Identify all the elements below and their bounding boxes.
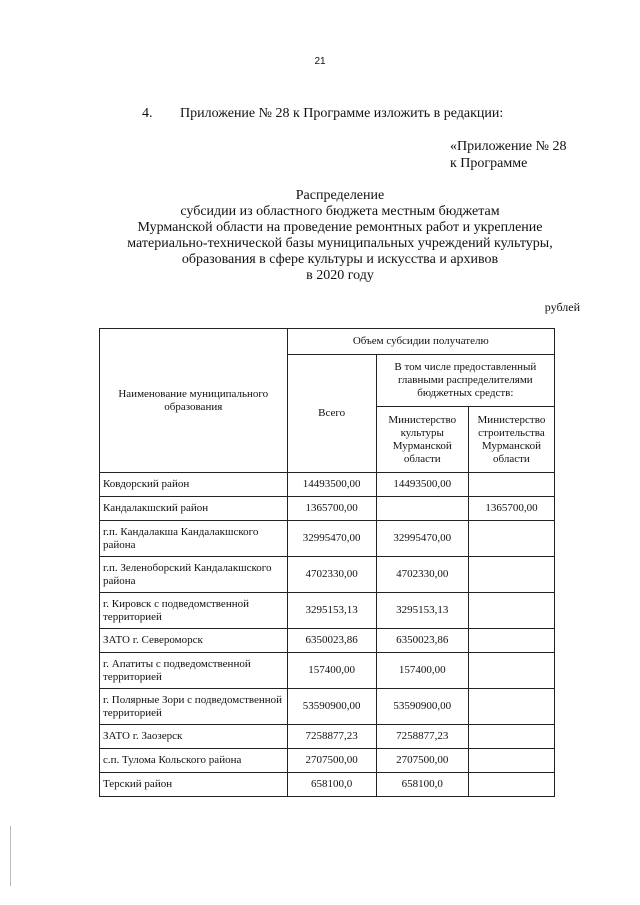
row-total: 32995470,00 — [287, 521, 376, 557]
header-total: Всего — [287, 355, 376, 473]
row-name: Ковдорский район — [100, 473, 288, 497]
row-construction — [468, 749, 554, 773]
row-construction — [468, 593, 554, 629]
row-name: г.п. Кандалакша Кандалакшского района — [100, 521, 288, 557]
title-line5: образования в сфере культуры и искусства и архивов — [181, 252, 499, 267]
table-row — [100, 629, 555, 653]
document-title — [80, 188, 600, 284]
row-construction — [468, 725, 554, 749]
row-name: Терский район — [100, 773, 288, 797]
header-ministry-culture: Министерство культуры Мурманской области — [376, 407, 468, 473]
table-row — [100, 473, 555, 497]
row-culture: 7258877,23 — [376, 725, 468, 749]
row-construction — [468, 557, 554, 593]
row-name: г. Апатиты с подведомственной территорией — [100, 653, 288, 689]
header-volume: Объем субсидии получателю — [287, 329, 554, 355]
row-total: 14493500,00 — [287, 473, 376, 497]
table-row — [100, 689, 555, 725]
row-culture: 32995470,00 — [376, 521, 468, 557]
row-name: Кандалакшский район — [100, 497, 288, 521]
row-total: 53590900,00 — [287, 689, 376, 725]
table-row — [100, 557, 555, 593]
row-construction — [468, 689, 554, 725]
title-line1: Распределение — [295, 188, 385, 203]
title-line4: материально-технической базы муниципальных учреждений культуры, — [127, 236, 553, 251]
paragraph-number: 4. — [142, 106, 153, 121]
table-row — [100, 593, 555, 629]
row-culture: 3295153,13 — [376, 593, 468, 629]
paragraph-text: Приложение № 28 к Программе изложить в редакции: — [180, 106, 504, 121]
units-label: рублей — [544, 300, 580, 314]
title-line6: в 2020 году — [306, 268, 374, 283]
row-construction — [468, 521, 554, 557]
header-including: В том числе предоставленный главными распределителями бюджетных средств: — [376, 355, 554, 407]
table-row — [100, 749, 555, 773]
row-name: г. Кировск с подведомственной территорией — [100, 593, 288, 629]
table-row — [100, 773, 555, 797]
appendix-ref-line2: к Программе — [450, 156, 528, 171]
row-culture: 4702330,00 — [376, 557, 468, 593]
row-culture: 157400,00 — [376, 653, 468, 689]
row-culture: 14493500,00 — [376, 473, 468, 497]
title-line3: Мурманской области на проведение ремонтных работ и укрепление — [137, 220, 543, 235]
row-culture: 658100,0 — [376, 773, 468, 797]
row-total: 7258877,23 — [287, 725, 376, 749]
row-construction — [468, 629, 554, 653]
header-ministry-construction: Министерство строительства Мурманской области — [468, 407, 554, 473]
row-name: ЗАТО г. Заозерск — [100, 725, 288, 749]
row-construction — [468, 653, 554, 689]
row-culture: 6350023,86 — [376, 629, 468, 653]
appendix-ref-line1: «Приложение № 28 — [450, 139, 567, 154]
row-culture: 2707500,00 — [376, 749, 468, 773]
row-name: с.п. Тулома Кольского района — [100, 749, 288, 773]
appendix-reference — [450, 138, 567, 172]
title-line2: субсидии из областного бюджета местным бюджетам — [180, 204, 500, 219]
row-total: 658100,0 — [287, 773, 376, 797]
table-row — [100, 521, 555, 557]
row-construction — [468, 773, 554, 797]
header-name: Наименование муниципального образования — [100, 329, 288, 473]
row-culture — [376, 497, 468, 521]
row-name: г.п. Зеленоборский Кандалакшского района — [100, 557, 288, 593]
table-row — [100, 653, 555, 689]
row-name: г. Полярные Зори с подведомственной территорией — [100, 689, 288, 725]
row-total: 2707500,00 — [287, 749, 376, 773]
table-row — [100, 497, 555, 521]
row-construction: 1365700,00 — [468, 497, 554, 521]
page-number: 21 — [314, 56, 326, 67]
paragraph — [142, 106, 503, 122]
subsidy-table — [99, 328, 555, 797]
scan-edge-mark — [10, 826, 11, 886]
row-name: ЗАТО г. Североморск — [100, 629, 288, 653]
row-culture: 53590900,00 — [376, 689, 468, 725]
row-total: 4702330,00 — [287, 557, 376, 593]
row-total: 3295153,13 — [287, 593, 376, 629]
row-total: 1365700,00 — [287, 497, 376, 521]
table-row — [100, 725, 555, 749]
row-construction — [468, 473, 554, 497]
row-total: 6350023,86 — [287, 629, 376, 653]
row-total: 157400,00 — [287, 653, 376, 689]
